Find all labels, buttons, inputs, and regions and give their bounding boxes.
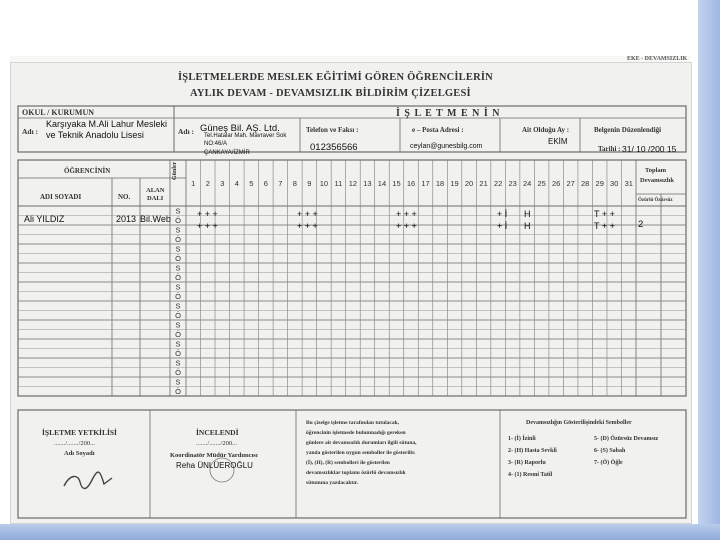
legend-item-3: 3- (R) Raporlu: [508, 460, 546, 466]
school-name-line-2: ve Teknik Anadolu Lisesi: [46, 130, 144, 140]
session-letter: Ö: [175, 386, 181, 396]
month-label: Ait Olduğu Ay :: [522, 126, 570, 134]
session-letter: Ö: [175, 291, 181, 301]
day-number: 24: [522, 179, 532, 188]
field-column-header-1: ALAN: [146, 187, 165, 194]
day-number: 5: [249, 179, 254, 188]
day-number: 13: [363, 179, 372, 188]
session-letter: S: [175, 225, 181, 235]
date-value: 31/ 10 /200 15: [622, 144, 677, 154]
marks-week3-afternoon: + + +: [396, 221, 417, 231]
marks-sick-afternoon: H: [524, 221, 531, 231]
session-letter: S: [175, 263, 181, 273]
session-letter: S: [175, 358, 181, 368]
school-name-line-1: Karşıyaka M.Ali Lahur Mesleki: [46, 119, 168, 129]
marks-week4-morning: + İ: [497, 209, 508, 219]
business-section-label: İ Ş L E T M E N İ N: [396, 108, 501, 119]
day-number: 19: [450, 179, 459, 188]
legend-item-6: 6- (S) Sabah: [594, 448, 626, 454]
legend-item-5: 5- (D) Özürsüz Devamsız: [594, 436, 659, 442]
session-letter: Ö: [175, 310, 181, 320]
school-section-label: OKUL / KURUMUN: [22, 108, 94, 117]
authority-label: İŞLETME YETKİLİSİ: [42, 428, 117, 437]
day-number: 18: [435, 179, 445, 188]
authority-date: ......./......./200...: [54, 440, 95, 447]
legend-item-1: 1- (İ) İzinli: [508, 436, 536, 442]
session-column-header: Günler: [172, 161, 178, 180]
student-field: Bil.Web: [140, 214, 171, 224]
business-address-2: NO:46/A: [204, 141, 228, 147]
session-letter: S: [175, 206, 181, 216]
date-label: Belgenin Düzenlendiği: [594, 126, 662, 134]
reviewer-name: Reha ÜNLÜEROĞLU: [176, 461, 253, 470]
day-number: 7: [278, 179, 283, 188]
business-address-3: ÇANKAYA/İZMİR: [204, 150, 250, 156]
session-letter: Ö: [175, 253, 181, 263]
student-total-absence: 2: [638, 219, 644, 230]
day-number: 4: [234, 179, 239, 188]
legend-item-4: 4- (1) Resmi Tatil: [508, 472, 553, 478]
day-number: 29: [595, 179, 604, 188]
marks-week3-morning: + + +: [396, 209, 417, 219]
notes-line-6: devamsızlıklar toplamı özürlü devamsızlık: [306, 470, 406, 476]
field-column-header-2: DALI: [147, 195, 164, 202]
day-number: 16: [406, 179, 416, 188]
business-name: Güneş Bil. AŞ. Ltd.: [200, 123, 280, 134]
excused-column-header: Özürlü Özürsüz: [638, 198, 673, 203]
total-column-header-2: Devamsızlık: [640, 177, 674, 184]
day-number: 8: [292, 179, 297, 188]
marks-week5-morning: T + +: [594, 209, 615, 219]
date-prefix: Tarihi :: [598, 145, 621, 153]
day-number: 9: [307, 179, 312, 188]
session-letter: S: [175, 320, 181, 330]
reviewed-label: İNCELENDİ: [196, 428, 239, 437]
day-number: 10: [319, 179, 329, 188]
students-header: ÖĞRENCİNİN: [64, 167, 111, 175]
day-number: 12: [348, 179, 358, 188]
session-letter: Ö: [175, 348, 181, 358]
day-number: 15: [392, 179, 401, 188]
marks-week4-afternoon: + İ: [497, 221, 508, 231]
number-column-header: NO.: [118, 193, 131, 201]
legend-item-2: 2- (H) Hasta Sevkli: [508, 448, 557, 454]
page-label: EKE - DEVAMSIZLIK: [627, 56, 688, 62]
day-number: 26: [551, 179, 561, 188]
day-number: 14: [377, 179, 387, 188]
session-letter: Ö: [175, 215, 181, 225]
session-letter: S: [175, 244, 181, 254]
notes-line-5: (İ), (H), (R) sembolleri ile gösterilen: [306, 460, 390, 466]
day-number: 17: [421, 179, 430, 188]
day-number: 3: [220, 179, 225, 188]
phone-value: 012356566: [310, 142, 358, 153]
name-column-header: ADI SOYADI: [40, 193, 82, 201]
school-name-label: Adı :: [22, 127, 39, 136]
authority-name-label: Adı Soyadı: [64, 450, 95, 457]
total-column-header-1: Toplam: [645, 167, 667, 174]
month-value: EKİM: [548, 137, 568, 146]
student-number: 2013: [116, 214, 137, 224]
notes-line-7: sütununa yazılacaktır.: [306, 480, 359, 486]
marks-week2-morning: + + +: [297, 209, 318, 219]
day-number: 31: [624, 179, 633, 188]
day-number: 30: [610, 179, 619, 188]
form-title-line-1: İŞLETMELERDE MESLEK EĞİTİMİ GÖREN ÖĞRENCİLERİN: [178, 72, 493, 83]
student-name: Ali YILDIZ: [24, 214, 65, 224]
day-number: 21: [479, 179, 488, 188]
notes-line-1: Bu çizelge işletme tarafından tutulacak,: [306, 420, 400, 426]
session-letter: Ö: [175, 234, 181, 244]
marks-week1-morning: + + +: [197, 209, 218, 219]
marks-sick-morning: H: [524, 209, 531, 219]
marks-week2-afternoon: + + +: [297, 221, 318, 231]
session-letter: S: [175, 339, 181, 349]
email-value: ceylan@gunesbilg.com: [410, 143, 483, 150]
day-number: 11: [334, 179, 343, 188]
session-letter: S: [175, 301, 181, 311]
day-number: 28: [581, 179, 590, 188]
form-title-line-2: AYLIK DEVAM - DEVAMSIZLIK BİLDİRİM ÇİZELGESİ: [190, 88, 471, 99]
day-number: 25: [537, 179, 546, 188]
notes-line-2: öğrencinin işletmede bulunmadığı gereken: [306, 430, 406, 436]
day-number: 20: [464, 179, 474, 188]
authority-signature: [64, 472, 112, 488]
day-number: 27: [566, 179, 575, 188]
session-letter: Ö: [175, 367, 181, 377]
legend-item-7: 7- (Ö) Öğle: [594, 460, 623, 466]
business-name-label: Adı :: [178, 127, 195, 136]
day-number: 22: [493, 179, 503, 188]
email-label: e – Posta Adresi :: [412, 126, 464, 134]
session-letter: S: [175, 282, 181, 292]
session-letter: S: [175, 377, 181, 387]
session-letter: Ö: [175, 329, 181, 339]
day-number: 2: [205, 179, 210, 188]
reviewer-role: Koordinatör Müdür Yardımcısı: [170, 452, 258, 459]
reviewed-date: ......./......./200...: [196, 440, 237, 447]
session-letter: Ö: [175, 272, 181, 282]
legend-title: Devamsızlığın Gösterilişindeki Semboller: [526, 420, 632, 426]
phone-label: Telefon ve Faksı :: [306, 126, 359, 134]
notes-line-3: günlere ait devamsızlık durumları ilgili sütuna,: [306, 440, 417, 446]
notes-line-4: yanda gösterilen uygun semboller ile gösterilir.: [306, 450, 416, 456]
day-number: 1: [191, 179, 196, 188]
marks-week1-afternoon: + + +: [197, 221, 218, 231]
marks-week5-afternoon: T + +: [594, 221, 615, 231]
day-number: 6: [263, 179, 268, 188]
business-address-1: Tel.Hatalar Mah. Mavraver Sok: [204, 133, 287, 139]
day-number: 23: [508, 179, 517, 188]
